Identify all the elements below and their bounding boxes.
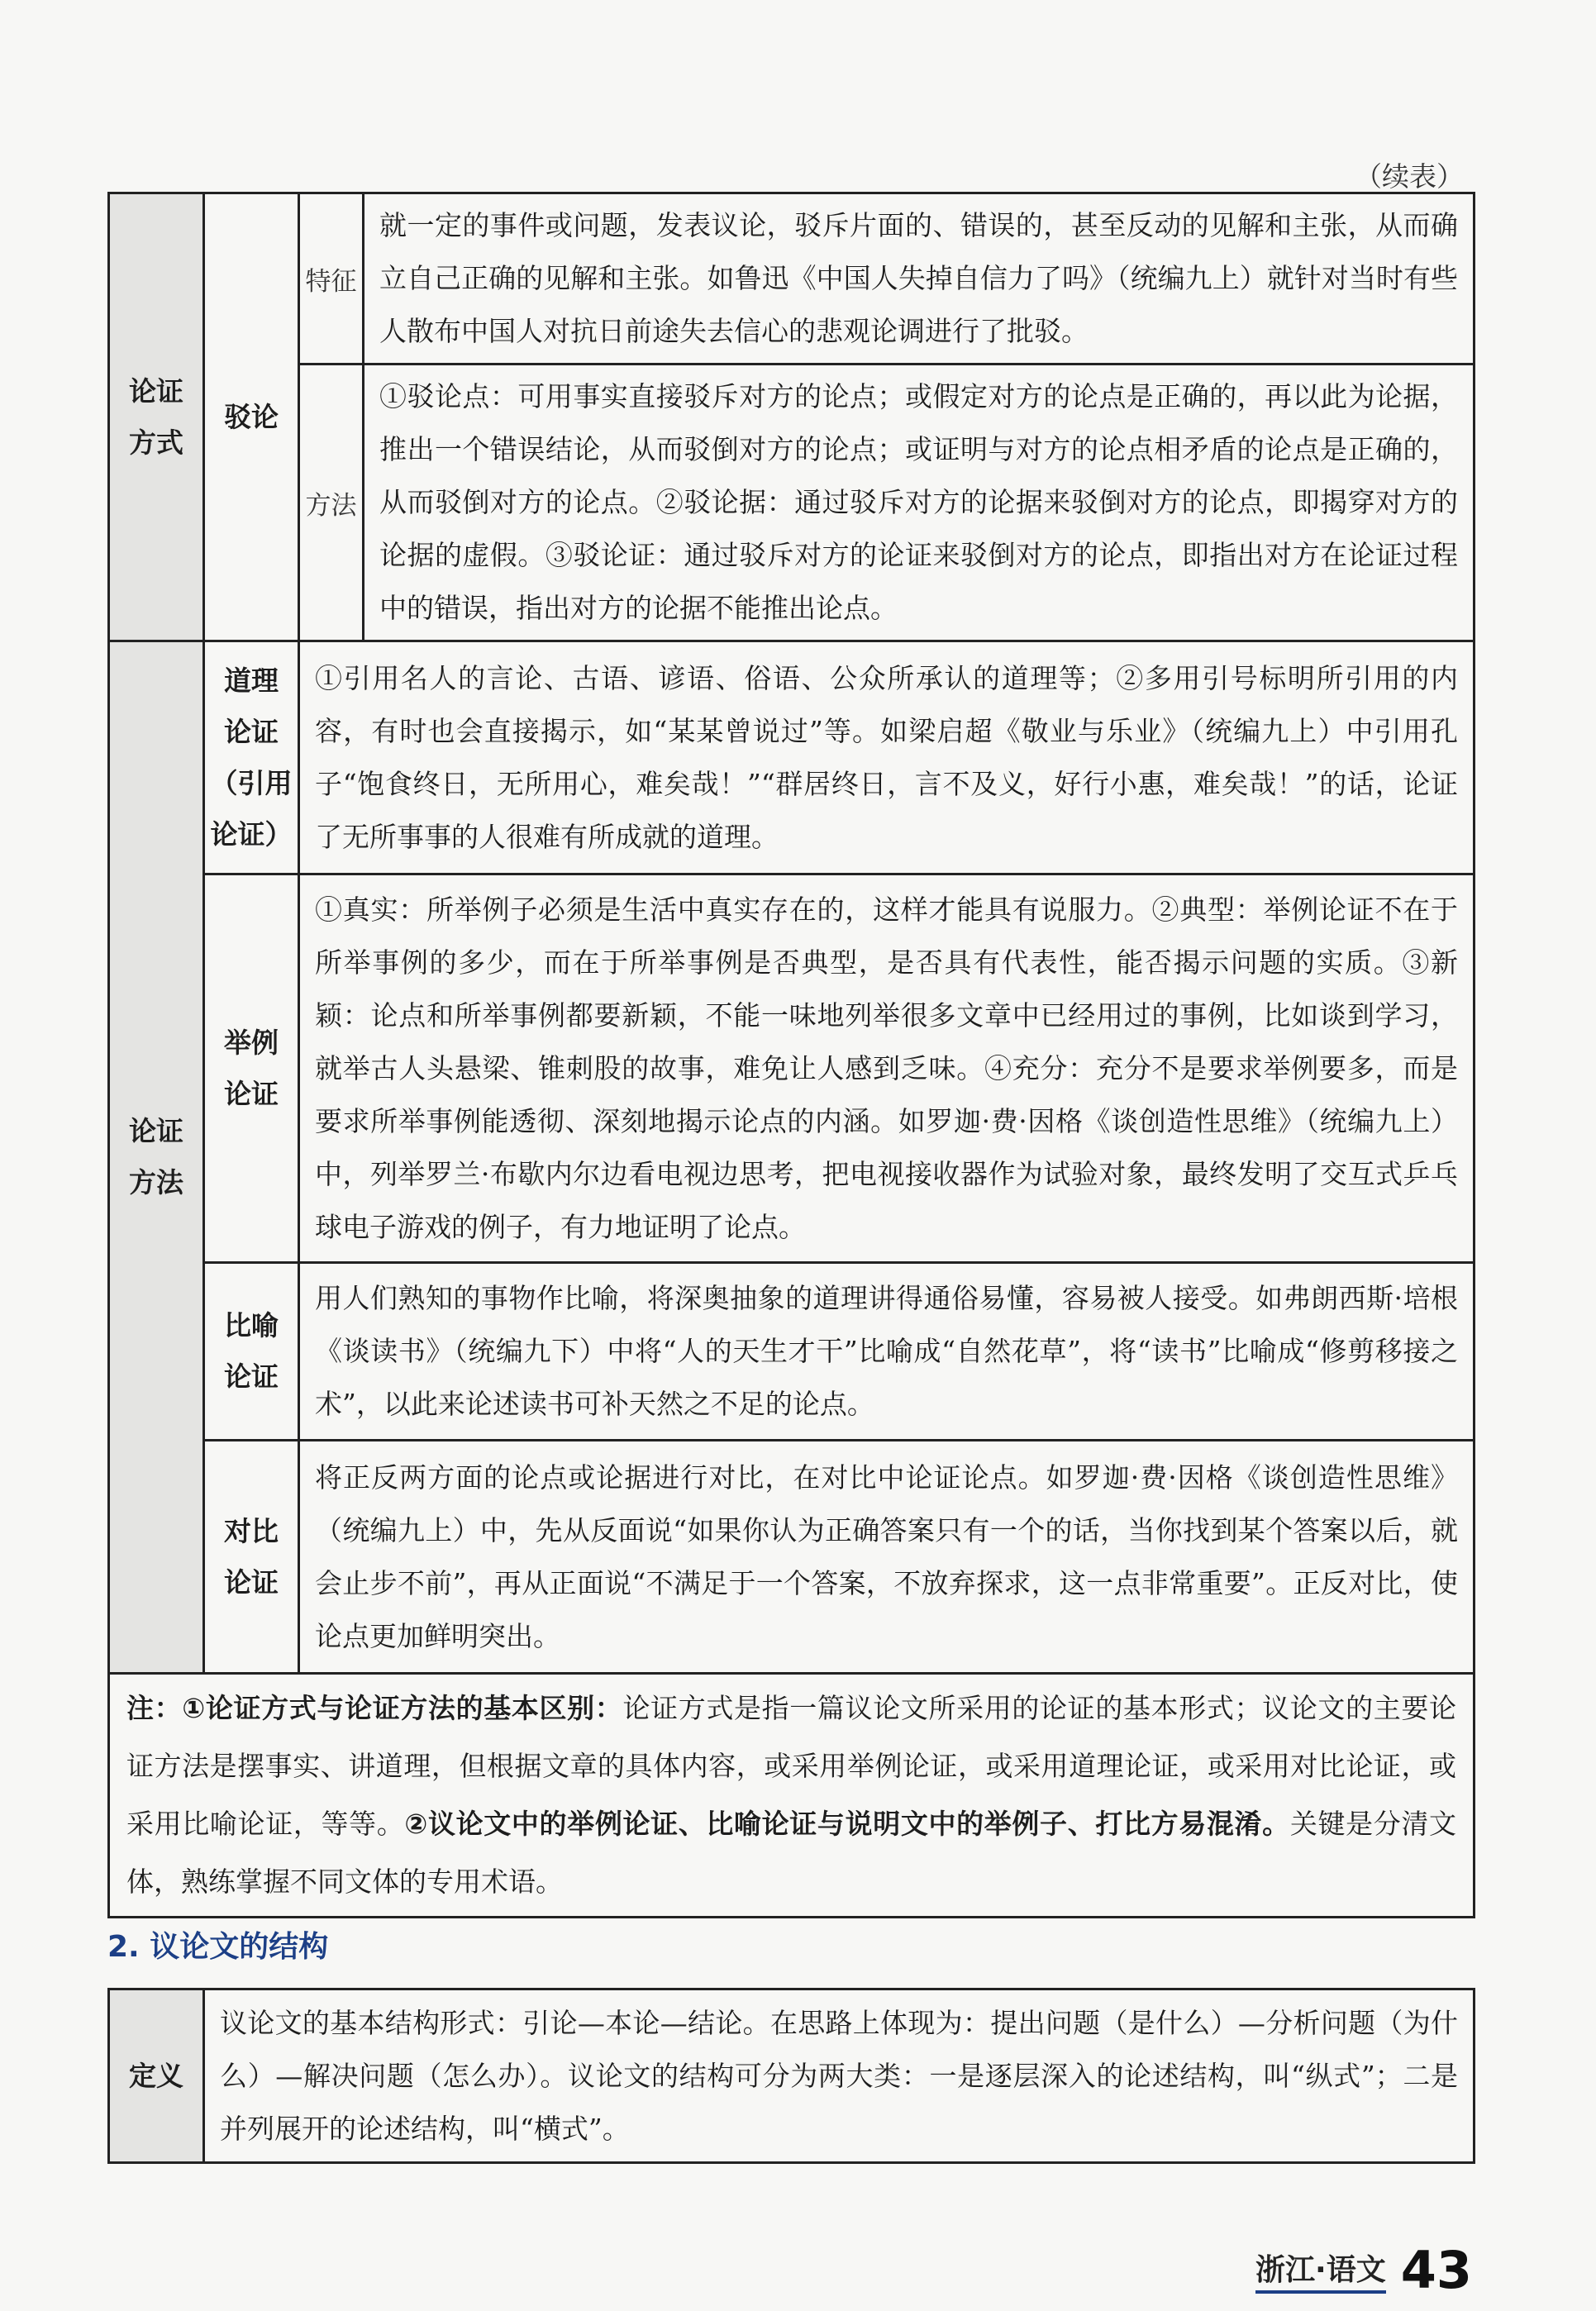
subject-label: 浙江·语文	[1255, 2247, 1386, 2294]
example-label: 举例 论证	[204, 874, 299, 1263]
method-label: 方法	[299, 365, 364, 641]
table-row	[109, 1441, 1475, 1674]
definition-label: 定义	[109, 1989, 204, 2163]
example-text: ①真实：所举例子必须是生活中真实存在的，这样才能具有说服力。②典型：举例论证不在于所举事例的多少，而在于所举事例是否典型，是否具有代表性，能否揭示问题的实质。③新颖：论点和所举事例都要新颖，不能一味地列举很多文章中已经用过的事例，比如谈到学习，就举古人头悬梁、锥刺股的故事，难免让人感到乏味。④充分：充分不是要求举例要多，而是要求所举事例能透彻、深刻地揭示论点的内涵。如罗迦·费·因格《谈创造性思维》（统编九上）中，列举罗兰·布歇内尔边看电视边思考，把电视接收器作为试验对象，最终发明了交互式乒乓球电子游戏的例子，有力地证明了论点。	[299, 874, 1475, 1263]
contrast-text: 将正反两方面的论点或论据进行对比，在对比中论证论点。如罗迦·费·因格《谈创造性思维》（统编九上）中，先从反面说“如果你认为正确答案只有一个的话，当你找到某个答案以后，就会止步不前”，再从正面说“不满足于一个答案，不放弃探求，这一点非常重要”。正反对比，使论点更加鲜明突出。	[299, 1441, 1475, 1674]
table-row	[109, 641, 1475, 874]
table-row	[109, 1263, 1475, 1441]
note-text-1: 论证方式是指一篇议论文所采用的论证的基本形式；议论文的主要论证方法是摆事实、讲道理，但根据文章的具体内容，或采用举例论证，或采用道理论证，或采用对比论证，或采用比喻论证，等等。	[126, 1692, 1456, 1840]
table-row	[109, 874, 1475, 1263]
metaphor-text: 用人们熟知的事物作比喻，将深奥抽象的道理讲得通俗易懂，容易被人接受。如弗朗西斯·培根《谈读书》（统编九下）中将“人的天生才干”比喻成“自然花草”，将“读书”比喻成“修剪移接之术”，以此来论述读书可补天然之不足的论点。	[299, 1263, 1475, 1441]
definition-text: 议论文的基本结构形式：引论—本论—结论。在思路上体现为：提出问题（是什么）—分析问题（为什么）—解决问题（怎么办）。议论文的结构可分为两大类：一是逐层深入的论述结构，叫“纵式”；二是并列展开的论述结构，叫“横式”。	[204, 1989, 1475, 2163]
feature-label: 特征	[299, 193, 364, 365]
structure-table	[107, 1988, 1475, 2164]
mode-header: 论证 方式	[109, 193, 204, 641]
page-number: 43	[1400, 2240, 1472, 2300]
table-row	[109, 1989, 1475, 2163]
section-title: 2. 议论文的结构	[107, 1930, 329, 1964]
contrast-label: 对比 论证	[204, 1441, 299, 1674]
note-prefix: 注：	[126, 1692, 183, 1724]
reasoning-label: 道理 论证 （引用 论证）	[204, 641, 299, 874]
table-row	[109, 193, 1475, 365]
method-text: ①驳论点：可用事实直接驳斥对方的论点；或假定对方的论点是正确的，再以此为论据，推出一个错误结论，从而驳倒对方的论点；或证明与对方的论点相矛盾的论点是正确的，从而驳倒对方的论点。②驳论据：通过驳斥对方的论据来驳倒对方的论点，即揭穿对方的论据的虚假。③驳论证：通过驳斥对方的论证来驳倒对方的论点，即指出对方在论证过程中的错误，指出对方的论据不能推出论点。	[364, 365, 1475, 641]
page-footer	[1255, 2240, 1472, 2300]
argument-table	[107, 192, 1475, 1918]
reasoning-text: ①引用名人的言论、古语、谚语、俗语、公众所承认的道理等；②多用引号标明所引用的内容，有时也会直接揭示，如“某某曾说过”等。如梁启超《敬业与乐业》（统编九上）中引用孔子“饱食终日，无所用心，难矣哉！”“群居终日，言不及义，好行小惠，难矣哉！”的话，论证了无所事事的人很难有所成就的道理。	[299, 641, 1475, 874]
method-header: 论证 方法	[109, 641, 204, 1674]
table-row	[109, 1674, 1475, 1918]
table-row	[109, 365, 1475, 641]
refutation-label: 驳论	[204, 193, 299, 641]
note-text-2: 关键是分清文体，熟练掌握不同文体的专用术语。	[126, 1808, 1457, 1898]
note-cell	[109, 1674, 1475, 1918]
continued-label: （续表）	[1355, 160, 1464, 193]
note-bold-1: ①论证方式与论证方法的基本区别：	[182, 1692, 623, 1724]
note-bold-2: ②议论文中的举例论证、比喻论证与说明文中的举例子、打比方易混淆。	[404, 1808, 1290, 1840]
metaphor-label: 比喻 论证	[204, 1263, 299, 1441]
feature-text: 就一定的事件或问题，发表议论，驳斥片面的、错误的，甚至反动的见解和主张，从而确立自己正确的见解和主张。如鲁迅《中国人失掉自信力了吗》（统编九上）就针对当时有些人散布中国人对抗日前途失去信心的悲观论调进行了批驳。	[364, 193, 1475, 365]
